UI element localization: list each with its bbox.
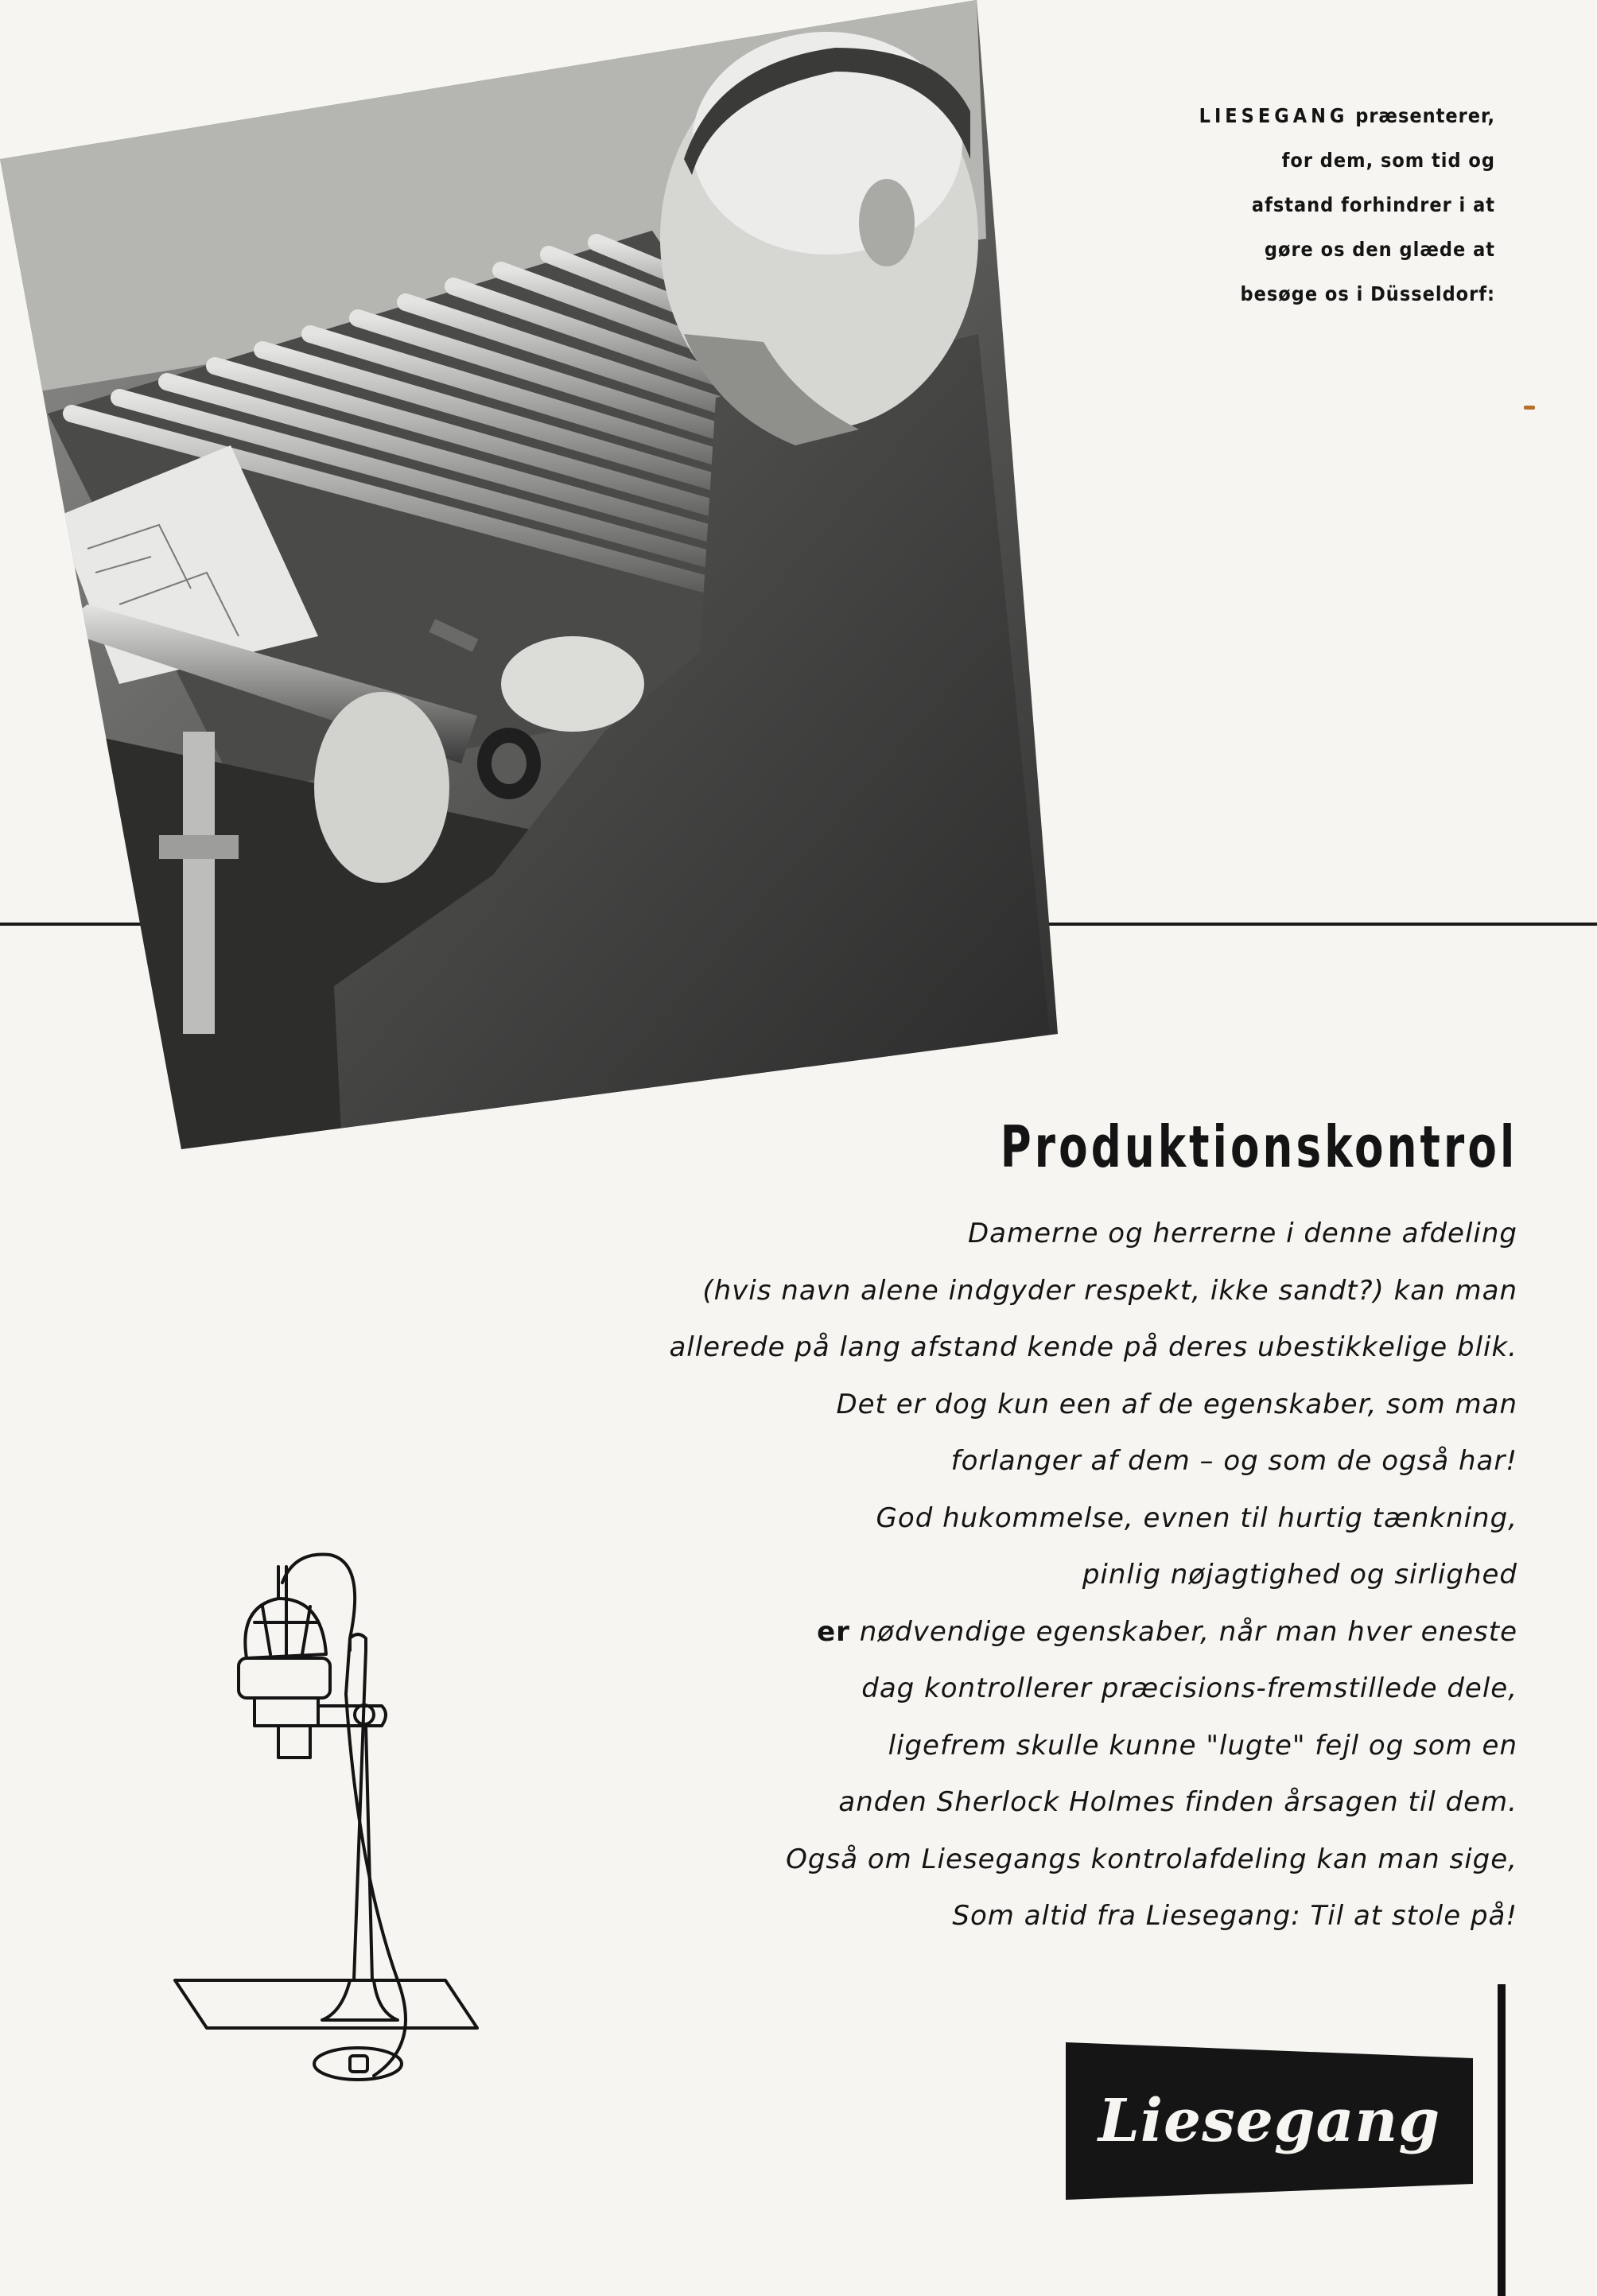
body-line: anden Sherlock Holmes finden årsagen til dem.: [838, 1786, 1517, 1818]
enlarger-illustration: [159, 1535, 493, 2108]
intro-line-3: afstand forhindrer i at: [1251, 193, 1495, 216]
intro-line-5: besøge os i Düsseldorf:: [1240, 282, 1495, 305]
intro-line-1: [1050, 94, 1495, 138]
body-line: allerede på lang afstand kende på deres ubestikkelige blik.: [669, 1331, 1517, 1363]
body-line: Damerne og herrerne i denne afdeling: [968, 1218, 1517, 1249]
body-emphasis: er: [817, 1615, 850, 1648]
body-line: Det er dog kun een af de egenskaber, som man: [836, 1388, 1517, 1420]
intro-brand: LIESEGANG: [1199, 104, 1349, 127]
body-line: [484, 1604, 1517, 1661]
liesegang-logo: [1066, 2042, 1473, 2200]
intro-line-1-rest: præsenterer,: [1348, 104, 1495, 127]
body-line: God hukommelse, evnen til hurtig tænkning,: [876, 1502, 1517, 1534]
intro-text: [1050, 94, 1495, 317]
body-line: forlanger af dem – og som de også har!: [950, 1445, 1517, 1477]
intro-line-2: for dem, som tid og: [1281, 149, 1495, 172]
body-line: dag kontrollerer præcisions-fremstillede dele,: [861, 1672, 1517, 1704]
body-line: Også om Liesegangs kontrolafdeling kan man sige,: [786, 1843, 1517, 1875]
body-line: (hvis navn alene indgyder respekt, ikke sandt?) kan man: [702, 1274, 1517, 1307]
logo-wordmark: Liesegang: [1098, 2087, 1441, 2155]
body-line-rest: nødvendige egenskaber, når man hver eneste: [849, 1615, 1517, 1648]
body-line: ligefrem skulle kunne "lugte" fejl og som en: [888, 1729, 1517, 1762]
small-dash-mark: [1524, 406, 1535, 410]
vertical-accent-bar: [1498, 1984, 1506, 2296]
body-copy: [484, 1206, 1517, 1945]
body-line: Som altid fra Liesegang: Til at stole på!: [952, 1900, 1517, 1932]
intro-line-4: gøre os den glæde at: [1264, 238, 1495, 261]
body-line: pinlig nøjagtighed og sirlighed: [1082, 1559, 1517, 1591]
page-heading: Produktionskontrol: [1000, 1113, 1517, 1180]
